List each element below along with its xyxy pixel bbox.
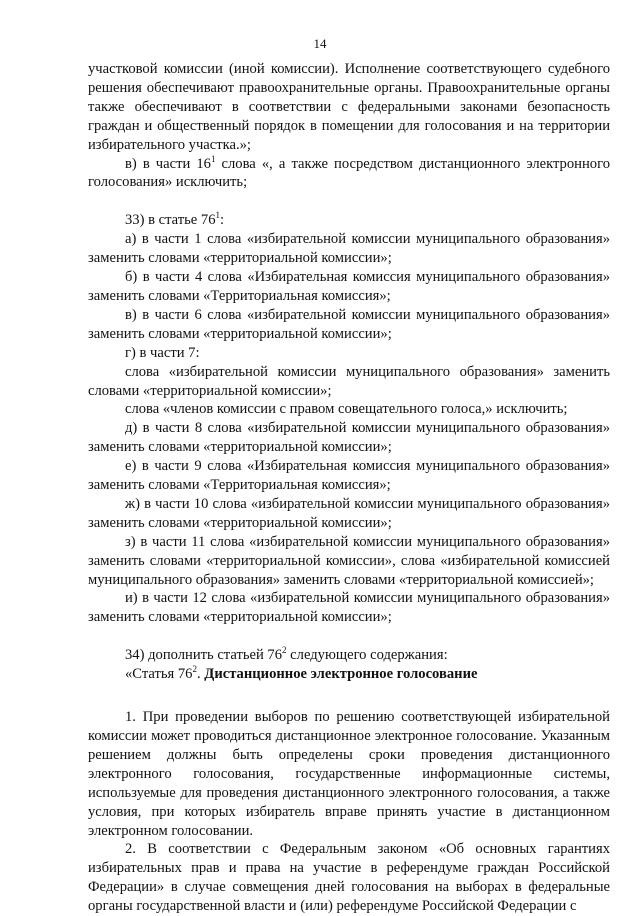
paragraph-subitem-g: г) в части 7: bbox=[125, 344, 200, 361]
paragraph-subitem-z: з) в части 11 слова «избирательной комиссии муниципального образования» заменить словами «территориальной комиссии», слова «избирательной комиссией муниципального образования» заменить словами «территориальной комиссией»; bbox=[88, 533, 610, 588]
paragraph-text-post: : bbox=[220, 212, 225, 229]
paragraph-subitem-v: в) в части 6 слова «избирательной комиссии муниципального образования» заменить словами «территориальной комиссии»; bbox=[88, 306, 610, 342]
article-heading-pre: «Статья 76 bbox=[125, 666, 193, 683]
paragraph-subitem-g-words-1: слова «избирательной комиссии муниципального образования» заменить словами «территориальной комиссии»; bbox=[88, 363, 610, 399]
paragraph-subitem-e: е) в части 9 слова «Избирательная комиссия муниципального образования» заменить словами «Территориальная комиссия»; bbox=[88, 458, 610, 494]
paragraph-text-pre: 34) дополнить статьей 76 bbox=[125, 647, 283, 664]
paragraph-spacer bbox=[88, 684, 610, 708]
article-heading-post: . bbox=[196, 666, 205, 683]
paragraph-item-34 bbox=[88, 646, 610, 665]
paragraph-item-v-part-16-1 bbox=[88, 155, 610, 193]
paragraph-text-post: следующего содержания: bbox=[286, 647, 448, 664]
paragraph-spacer bbox=[88, 627, 610, 646]
paragraph-subitem-zh: ж) в части 10 слова «избирательной комиссии муниципального образования» заменить словами «территориальной комиссии»; bbox=[88, 495, 610, 531]
paragraph-subitem-d: д) в части 8 слова «избирательной комиссии муниципального образования» заменить словами «территориальной комиссии»; bbox=[88, 420, 610, 456]
paragraph-spacer bbox=[88, 192, 610, 211]
page-number: 14 bbox=[313, 36, 327, 51]
paragraph-text-pre: в) в части 16 bbox=[125, 155, 211, 172]
article-heading-title: Дистанционное электронное голосование bbox=[204, 666, 478, 683]
paragraph-item-33 bbox=[88, 211, 610, 230]
article-paragraph-1: 1. При проведении выборов по решению соответствующей избирательной комиссии может проводиться дистанционное электронное голосование. Указанным решением должны быть определены сроки проведения дистанционного электронного голосования, государственные информационные системы, используемые для проведения дистанционного электронного голосования, а также условия, при которых избиратель вправе принять участие в дистанционном электронном голосовании. bbox=[88, 709, 610, 839]
document-body bbox=[88, 60, 610, 916]
superscript: 1 bbox=[210, 153, 216, 164]
article-paragraph-2: 2. В соответствии с Федеральным законом «Об основных гарантиях избирательных прав и права на участие в референдуме граждан Российской Федерации» в случае совмещения дней голосования на выборах в федеральные органы государственной власти и (или) референдуме Российской Федерации с bbox=[88, 841, 610, 915]
superscript: 2 bbox=[282, 645, 287, 656]
paragraph-text-post: слова «, а также посредством дистанционного электронного голосования» исключить; bbox=[88, 155, 610, 191]
superscript: 1 bbox=[215, 210, 221, 221]
paragraph-text-pre: 33) в статье 76 bbox=[125, 212, 216, 229]
paragraph-continuation: участковой комиссии (иной комиссии). Исполнение соответствующего судебного решения обеспечивают правоохранительные органы. Правоохранительные органы также обеспечивают в соответствии с федеральными законами безопасность граждан и общественный порядок в помещении для голосования и на территории избирательного участка.»; bbox=[88, 61, 610, 153]
paragraph-subitem-g-words-2: слова «членов комиссии с правом совещательного голоса,» исключить; bbox=[125, 401, 568, 418]
paragraph-subitem-b: б) в части 4 слова «Избирательная комиссия муниципального образования» заменить словами «Территориальная комиссия»; bbox=[88, 269, 610, 304]
article-heading bbox=[88, 665, 610, 684]
paragraph-subitem-a: а) в части 1 слова «избирательной комиссии муниципального образования» заменить словами «территориальной комиссии»; bbox=[88, 231, 610, 267]
superscript: 2 bbox=[192, 664, 197, 675]
paragraph-subitem-i: и) в части 12 слова «избирательной комиссии муниципального образования» заменить словами «территориальной комиссии»; bbox=[88, 590, 610, 626]
